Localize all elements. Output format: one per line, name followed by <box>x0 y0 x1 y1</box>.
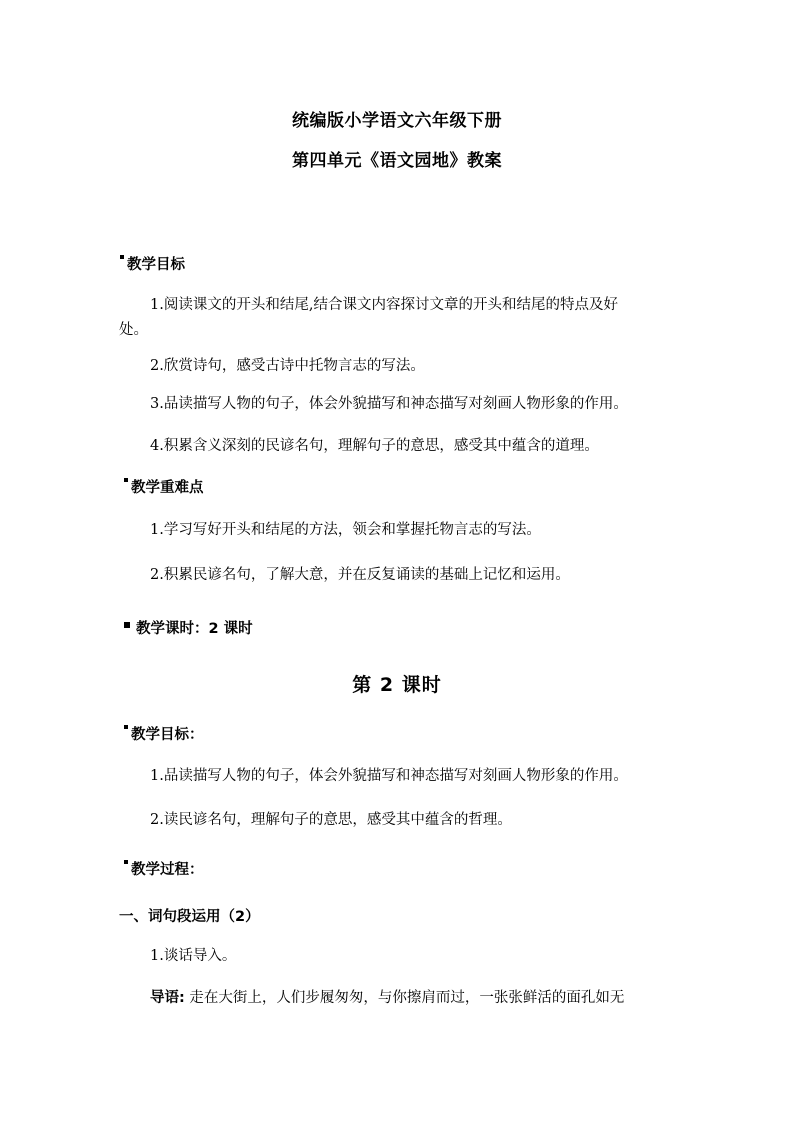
objectives-heading <box>120 253 185 274</box>
objectives-heading-label: 教学目标 <box>127 257 185 273</box>
bullet-icon <box>124 622 130 628</box>
objective-item: 3.品读描写人物的句子，体会外貌描写和神态描写对刻画人物形象的作用。 <box>150 396 628 412</box>
intro-label: 导语: <box>150 990 185 1006</box>
document-title-line2: 第四单元《语文园地》教案 <box>292 151 502 171</box>
bullet-icon <box>124 725 128 729</box>
process-heading <box>124 858 204 879</box>
section1-heading <box>119 905 260 926</box>
process-heading-label: 教学过程： <box>131 862 204 878</box>
bullet-icon <box>120 255 124 259</box>
section1-heading-label: 一、词句段运用（2） <box>119 909 260 925</box>
document-title-line1: 统编版小学语文六年级下册 <box>292 111 502 131</box>
intro-text: 走在大街上，人们步履匆匆，与你擦肩而过，一张张鲜活的面孔如无 <box>189 990 625 1006</box>
lesson-objective-item: 1.品读描写人物的句子，体会外貌描写和神态描写对刻画人物形象的作用。 <box>150 768 628 784</box>
objective-item-continuation: 处。 <box>119 322 148 338</box>
objective-item: 1.阅读课文的开头和结尾,结合课文内容探讨文章的开头和结尾的特点及好 <box>150 297 618 313</box>
keypoints-heading <box>124 476 204 497</box>
lesson-objective-item: 2.读民谚名句，理解句子的意思，感受其中蕴含的哲理。 <box>150 812 512 828</box>
objective-item: 4.积累含义深刻的民谚名句，理解句子的意思，感受其中蕴含的道理。 <box>150 438 599 454</box>
objective-item: 2.欣赏诗句，感受古诗中托物言志的写法。 <box>150 358 425 374</box>
lesson-objectives-heading <box>124 723 204 744</box>
bullet-icon <box>124 478 128 482</box>
keypoint-item: 2.积累民谚名句，了解大意，并在反复诵读的基础上记忆和运用。 <box>150 567 570 583</box>
lesson-objectives-heading-label: 教学目标： <box>131 727 204 743</box>
section1-item: 1.谈话导入。 <box>150 948 237 964</box>
keypoints-heading-label: 教学重难点 <box>131 480 204 496</box>
bullet-icon <box>124 860 128 864</box>
keypoint-item: 1.学习写好开头和结尾的方法，领会和掌握托物言志的写法。 <box>150 522 541 538</box>
hours-heading <box>124 617 253 638</box>
lesson-title: 第 2 课时 <box>352 674 442 696</box>
hours-heading-label: 教学课时：2 课时 <box>136 621 253 637</box>
intro-paragraph <box>150 988 624 1008</box>
